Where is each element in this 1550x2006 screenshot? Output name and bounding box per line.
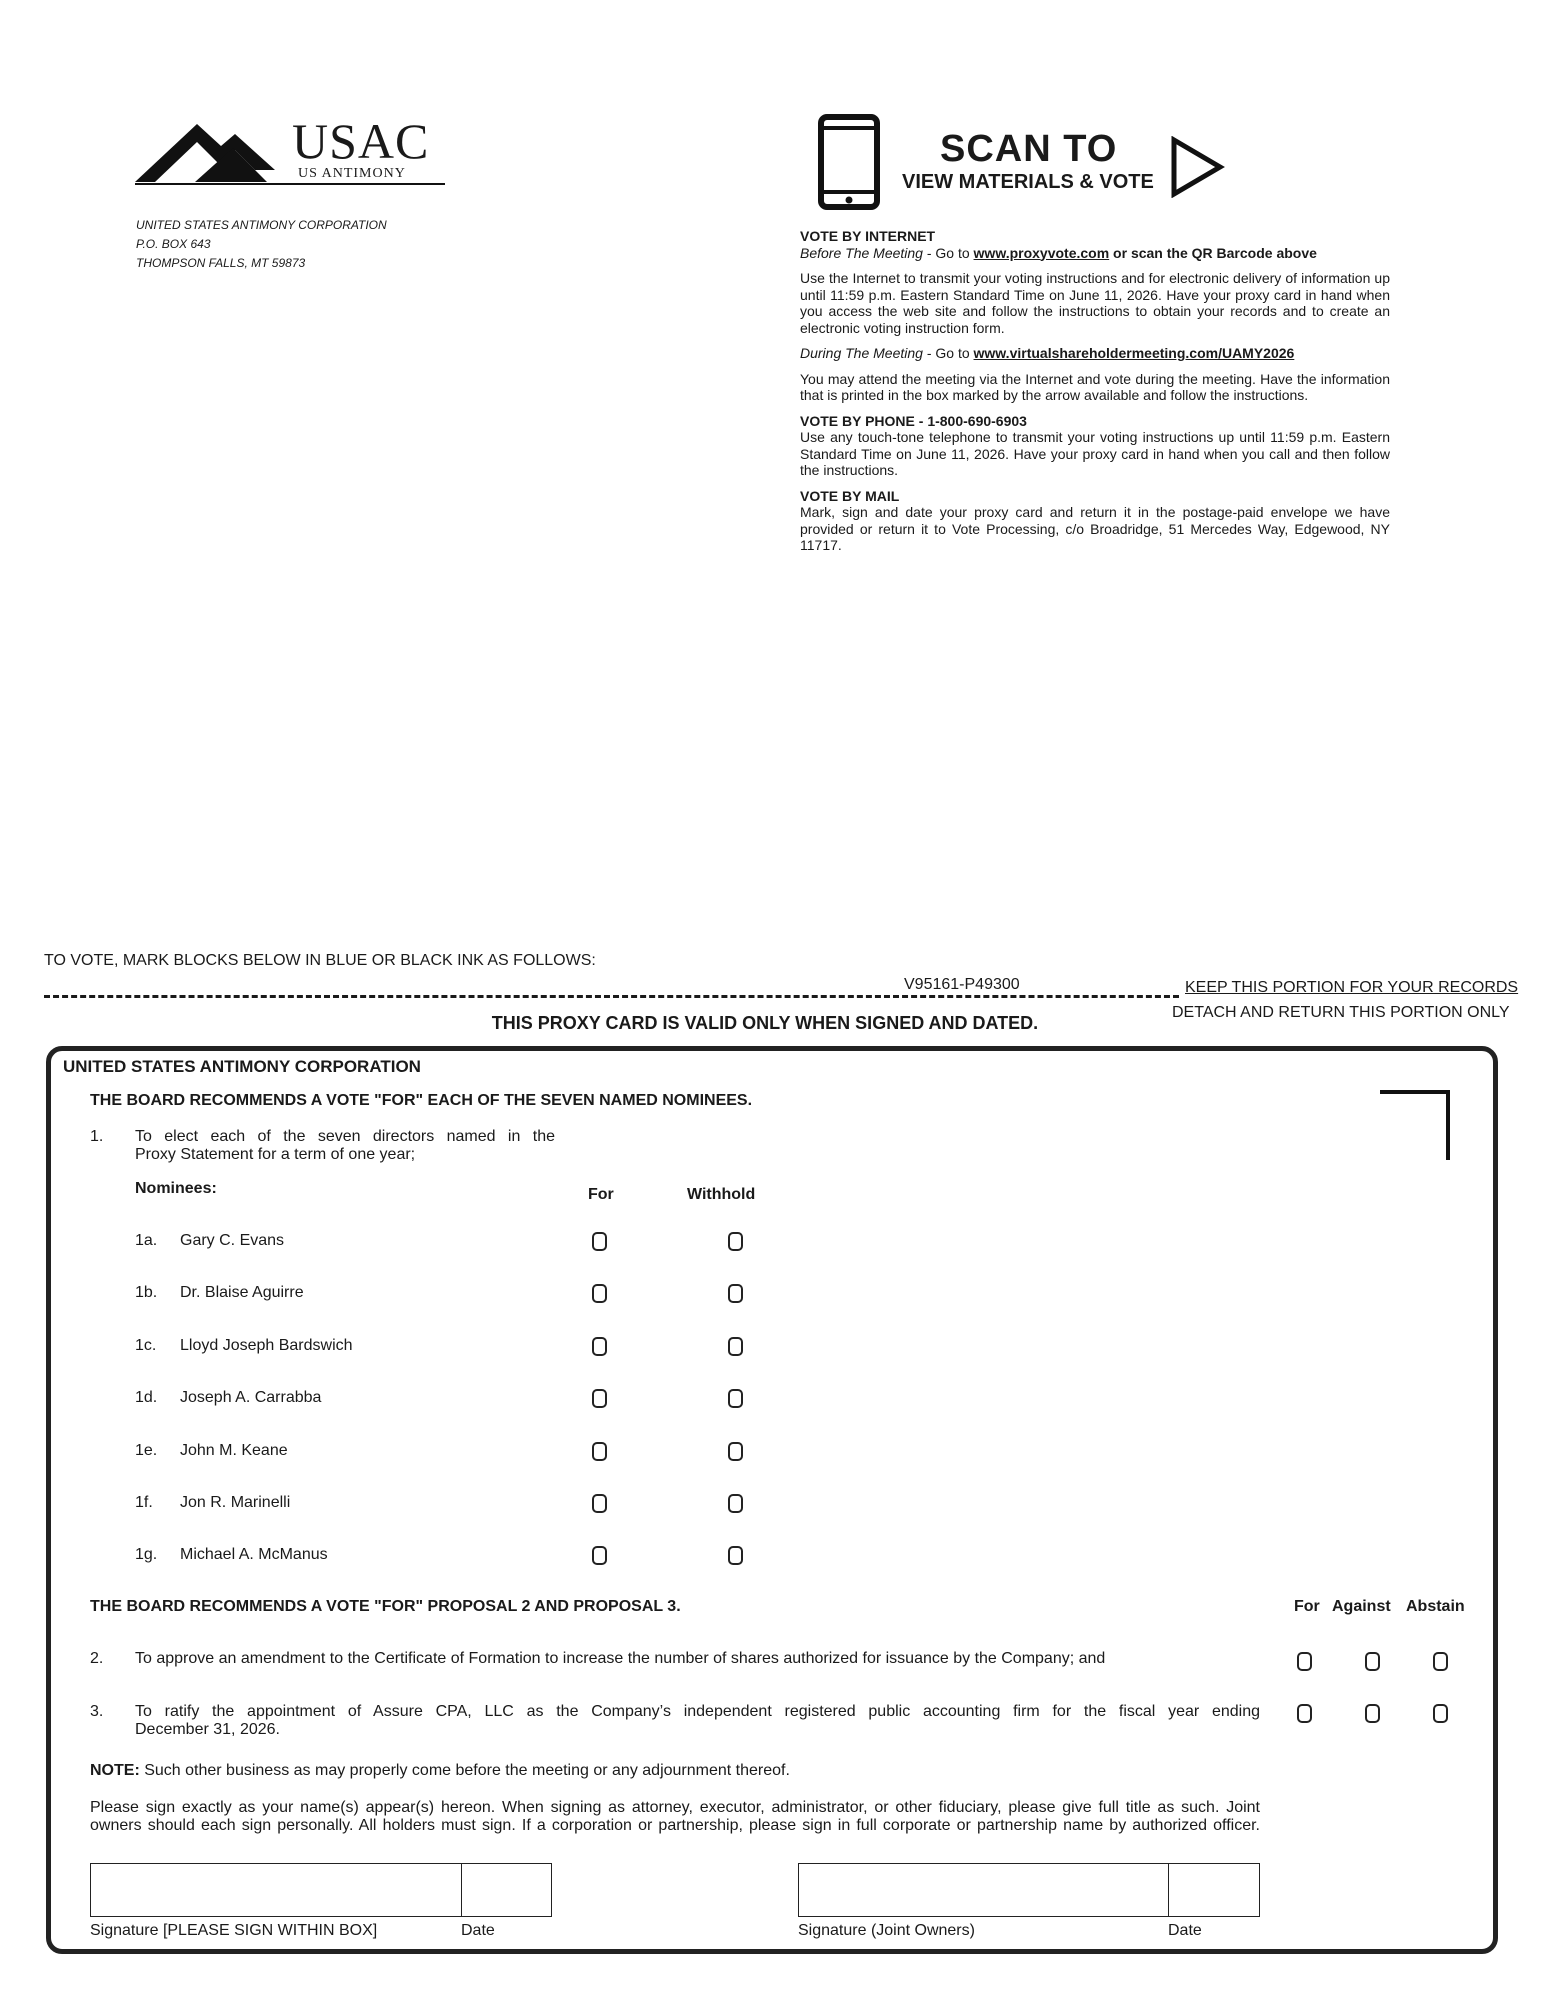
nominee-1e-number: 1e. [135,1442,158,1459]
nominee-1c-withhold-checkbox[interactable] [728,1337,743,1356]
nominee-1g-name: Michael A. McManus [180,1546,328,1563]
joint-signature-box[interactable] [798,1863,1260,1917]
nominee-1b-for-checkbox[interactable] [592,1284,607,1303]
during-meeting-line [800,345,1390,362]
nominee-1b-number: 1b. [135,1284,158,1301]
proposal-2-abstain-checkbox[interactable] [1433,1652,1448,1671]
detach-dashed-line [44,995,1179,998]
corner-mark [1380,1090,1450,1160]
during-meeting-body: You may attend the meeting via the Internet and vote during the meeting. Have the information that is printed in the box marked by the arrow available and follow the instructions. [800,370,1390,403]
nominee-1b-withhold-checkbox[interactable] [728,1284,743,1303]
signature-date-divider [461,1863,462,1917]
smartphone-icon [818,114,880,210]
before-go-to: - Go to [922,244,974,261]
nominee-1f-for-checkbox[interactable] [592,1494,607,1513]
proposal-3-against-checkbox[interactable] [1365,1704,1380,1723]
arrow-right-icon [1170,136,1226,198]
scan-to-heading: SCAN TO [940,128,1118,170]
virtual-meeting-link[interactable]: www.virtualshareholdermeeting.com/UAMY2026 [973,345,1295,361]
logo-subtext: US ANTIMONY [298,166,406,181]
column-abstain: Abstain [1406,1598,1465,1615]
nominee-1c-name: Lloyd Joseph Bardswich [180,1337,353,1354]
joint-signature-label: Signature (Joint Owners) [798,1922,975,1939]
proposal-3-text-line-1: To ratify the appointment of Assure CPA, LLC as the Company’s independent registered public accounting firm for the fiscal year ending [135,1703,1260,1720]
card-company-name: UNITED STATES ANTIMONY CORPORATION [63,1057,421,1076]
proposal-2-against-checkbox[interactable] [1365,1652,1380,1671]
control-code: V95161-P49300 [900,976,1024,994]
note-text: Such other business as may properly come before the meeting or any adjournment thereof. [139,1762,790,1779]
item-1-text-line-2: Proxy Statement for a term of one year; [135,1146,416,1163]
joint-date-label: Date [1168,1922,1202,1939]
nominee-1d-number: 1d. [135,1389,158,1406]
address-company: UNITED STATES ANTIMONY CORPORATION [136,218,387,232]
company-address [136,216,387,273]
phone-heading: VOTE BY PHONE - 1-800-690-6903 [800,412,1027,429]
column-against: Against [1332,1598,1391,1615]
nominees-recommendation: THE BOARD RECOMMENDS A VOTE "FOR" EACH OF THE SEVEN NAMED NOMINEES. [90,1092,753,1109]
nominee-1g-for-checkbox[interactable] [592,1546,607,1565]
keep-portion-note: KEEP THIS PORTION FOR YOUR RECORDS [1185,979,1519,996]
nominee-1a-number: 1a. [135,1232,158,1249]
signing-instructions-line-2: owners should each sign personally. All holders must sign. If a corporation or partnership, please sign in full corporate or partnership name by authorized officer. [90,1817,1260,1834]
note-label: NOTE: [90,1762,140,1779]
before-tail: or scan the QR Barcode above [1109,244,1317,261]
during-go-to: - Go to [922,345,974,361]
item-1-text-line-1: To elect each of the seven directors named in the [135,1128,555,1145]
nominee-1a-withhold-checkbox[interactable] [728,1232,743,1251]
nominee-1f-number: 1f. [135,1494,153,1511]
mail-body: Mark, sign and date your proxy card and return it in the postage-paid envelope we have provided or return it to Vote Processing, c/o Broadridge, 51 Mercedes Way, Edgewood, NY 11717. [800,504,1390,553]
proposal-3-text [135,1703,1260,1739]
nominee-1d-name: Joseph A. Carrabba [180,1389,322,1406]
column-withhold: Withhold [687,1186,756,1203]
valid-notice: THIS PROXY CARD IS VALID ONLY WHEN SIGNED AND DATED. [491,1013,1039,1033]
column-for-proposals: For [1294,1598,1320,1615]
nominee-1d-for-checkbox[interactable] [592,1389,607,1408]
during-meeting-label: During The Meeting [800,345,923,361]
nominee-1f-withhold-checkbox[interactable] [728,1494,743,1513]
nominee-1a-name: Gary C. Evans [180,1232,285,1249]
proposal-2-text: To approve an amendment to the Certificate of Formation to increase the number of shares authorized for issuance by the Company; and [135,1650,1106,1667]
proposal-2-number: 2. [90,1650,104,1667]
item-1-text [135,1128,555,1164]
proposal-3-abstain-checkbox[interactable] [1433,1704,1448,1723]
before-meeting-line [800,245,1390,262]
nominees-label: Nominees: [135,1180,217,1197]
proposal-3-text-line-2: December 31, 2026. [135,1721,280,1738]
signing-instructions-line-1: Please sign exactly as your name(s) appear(s) hereon. When signing as attorney, executor, administrator, or other fiduciary, please give full title as such. Joint [90,1799,1260,1816]
address-po-box: P.O. BOX 643 [136,237,211,251]
date-label: Date [461,1922,495,1939]
item-1-number: 1. [90,1128,104,1145]
mail-heading: VOTE BY MAIL [800,487,900,504]
nominee-1e-withhold-checkbox[interactable] [728,1442,743,1461]
nominee-1c-number: 1c. [135,1337,157,1354]
signing-instructions [90,1799,1260,1835]
address-city: THOMPSON FALLS, MT 59873 [136,256,306,270]
phone-body: Use any touch-tone telephone to transmit your voting instructions up until 11:59 p.m. Eastern Standard Time on June 11, 2026. Have your proxy card in hand when you call and then follow the instructions. [800,429,1390,478]
column-for: For [588,1186,614,1203]
signature-label: Signature [PLEASE SIGN WITHIN BOX] [90,1922,378,1939]
to-vote-instruction: TO VOTE, MARK BLOCKS BELOW IN BLUE OR BLACK INK AS FOLLOWS: [44,952,596,969]
nominee-1e-name: John M. Keane [180,1442,288,1459]
voting-instructions [800,228,1390,563]
nominee-1d-withhold-checkbox[interactable] [728,1389,743,1408]
scan-subheading: VIEW MATERIALS & VOTE [902,171,1154,193]
logo-text: USAC [292,113,430,169]
nominee-1c-for-checkbox[interactable] [592,1337,607,1356]
detach-return-note: DETACH AND RETURN THIS PORTION ONLY [1172,1004,1510,1021]
proposal-3-number: 3. [90,1703,104,1720]
nominee-1b-name: Dr. Blaise Aguirre [180,1284,304,1301]
nominee-1e-for-checkbox[interactable] [592,1442,607,1461]
internet-heading: VOTE BY INTERNET [800,228,936,244]
note-line [90,1762,790,1780]
nominee-1g-withhold-checkbox[interactable] [728,1546,743,1565]
proposal-2-for-checkbox[interactable] [1297,1652,1312,1671]
internet-body: Use the Internet to transmit your voting instructions and for electronic delivery of information up until 11:59 p.m. Eastern Standard Time on June 11, 2026. Have your proxy card in hand when you access the web site and follow the instructions to obtain your records and to create an electronic voting instruction form. [800,270,1390,336]
nominee-1f-name: Jon R. Marinelli [180,1494,291,1511]
joint-signature-date-divider [1168,1863,1169,1917]
proxyvote-link[interactable]: www.proxyvote.com [973,244,1110,261]
signature-box[interactable] [90,1863,552,1917]
nominee-1a-for-checkbox[interactable] [592,1232,607,1251]
before-meeting-label: Before The Meeting [800,244,923,261]
proposals-recommendation: THE BOARD RECOMMENDS A VOTE "FOR" PROPOSAL 2 AND PROPOSAL 3. [90,1598,681,1615]
nominee-1g-number: 1g. [135,1546,158,1563]
proposal-3-for-checkbox[interactable] [1297,1704,1312,1723]
